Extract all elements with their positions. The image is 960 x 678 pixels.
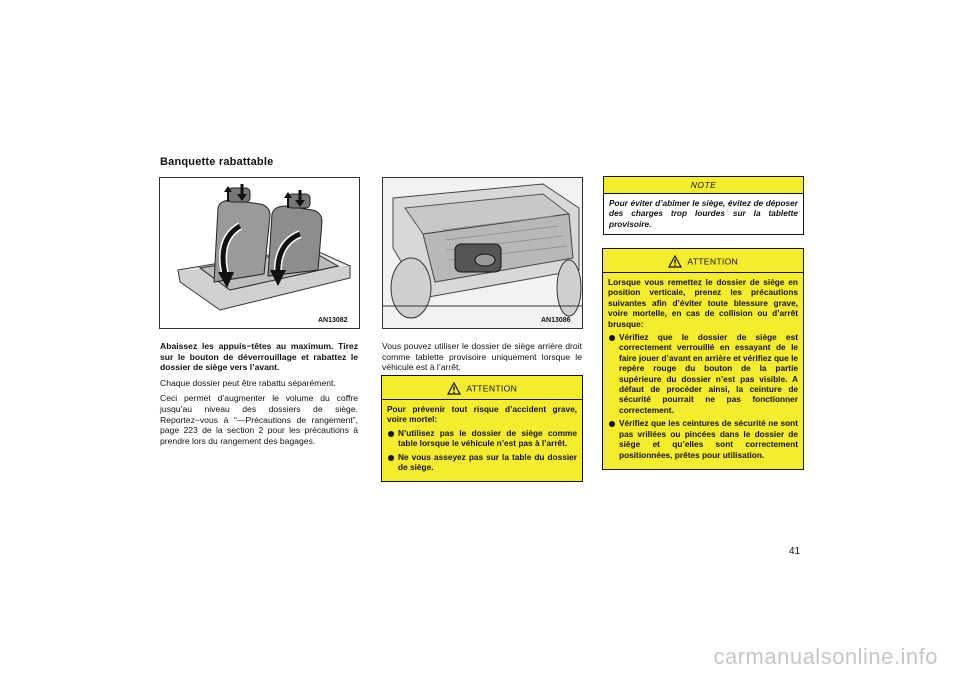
- paragraph: Ceci permet d’augmenter le volume du coffre jusqu’au niveau des dossiers de siège. Reportez−vous à “—Précautions de rangement”, page 223 de la section 2 pour les précautions à prendre lors du rangement des bagages.: [160, 393, 358, 446]
- bullet-text: Vérifiez que les ceintures de sécurité ne sont pas vrillées ou pincées dans le dossier de siège et qu’elles sont correctement positionnées, prêtes pour utilisation.: [619, 418, 798, 460]
- attention-intro: Lorsque vous remettez le dossier de siège en position verticale, prenez les précautions suivantes afin d’éviter toute blessure grave, voire mortelle, en cas de collision ou d’arrêt brusque:: [608, 277, 798, 329]
- attention-header: [603, 249, 803, 272]
- column-2: [382, 341, 582, 378]
- watermark: carmanualsonline.info: [713, 644, 938, 669]
- section-title: Banquette rabattable: [160, 156, 274, 168]
- warning-triangle-icon: [447, 382, 461, 395]
- attention-box: [381, 375, 583, 482]
- bullet-text: Ne vous asseyez pas sur la table du dossier de siège.: [398, 451, 577, 473]
- attention-header: [382, 376, 582, 399]
- paragraph: Vous pouvez utiliser le dossier de siège arrière droit comme tablette provisoire uniquement lorsque le véhicule est à l’arrêt.: [382, 341, 582, 373]
- note-title: NOTE: [604, 177, 803, 194]
- attention-bullet: [387, 428, 577, 449]
- attention-body: [382, 399, 582, 481]
- bullet-icon: [388, 431, 394, 437]
- page-number: 41: [789, 546, 801, 557]
- figure-seat-table: [382, 177, 583, 329]
- attention-title: ATTENTION: [466, 383, 518, 394]
- note-box: [603, 176, 804, 235]
- bullet-text: Vérifiez que le dossier de siège est correctement verrouillé en essayant de le faire jouer d’avant en arrière et vérifiez que le repère rouge du bouton de la partie supérieure du dossier n’est pas visible. A défaut de procéder ainsi, la ceinture de sécurité pourrait ne pas fonctionner correctement.: [619, 332, 798, 415]
- attention-box: [602, 248, 804, 470]
- figure-code: AN13082: [318, 317, 348, 324]
- attention-intro: Pour prévenir tout risque d’accident grave, voire mortel:: [387, 404, 577, 425]
- note-text: Pour éviter d’abîmer le siège, évitez de déposer des charges trop lourdes sur la tablette provisoire.: [609, 198, 798, 229]
- bullet-text: N’utilisez pas le dossier de siège comme table lorsque le véhicule n’est pas à l’arrêt.: [398, 427, 577, 449]
- warning-triangle-icon: [668, 255, 682, 268]
- attention-bullet: [387, 452, 577, 473]
- seat-table-illustration: [383, 178, 582, 328]
- seat-fold-illustration: [160, 178, 359, 328]
- column-1: [160, 341, 358, 451]
- instruction-text: Abaissez les appuis−têtes au maximum. Tirez sur le bouton de déverrouillage et rabattez le dossier de siège vers l’avant.: [160, 341, 358, 373]
- figure-code: AN13086: [541, 317, 571, 324]
- attention-bullet: [608, 332, 798, 415]
- attention-title: ATTENTION: [687, 256, 739, 267]
- attention-bullet: [608, 418, 798, 460]
- bullet-icon: [609, 421, 615, 427]
- attention-body: [603, 272, 803, 469]
- bullet-icon: [609, 335, 615, 341]
- bullet-icon: [388, 455, 394, 461]
- figure-seat-fold: [159, 177, 360, 329]
- paragraph: Chaque dossier peut être rabattu séparément.: [160, 377, 336, 388]
